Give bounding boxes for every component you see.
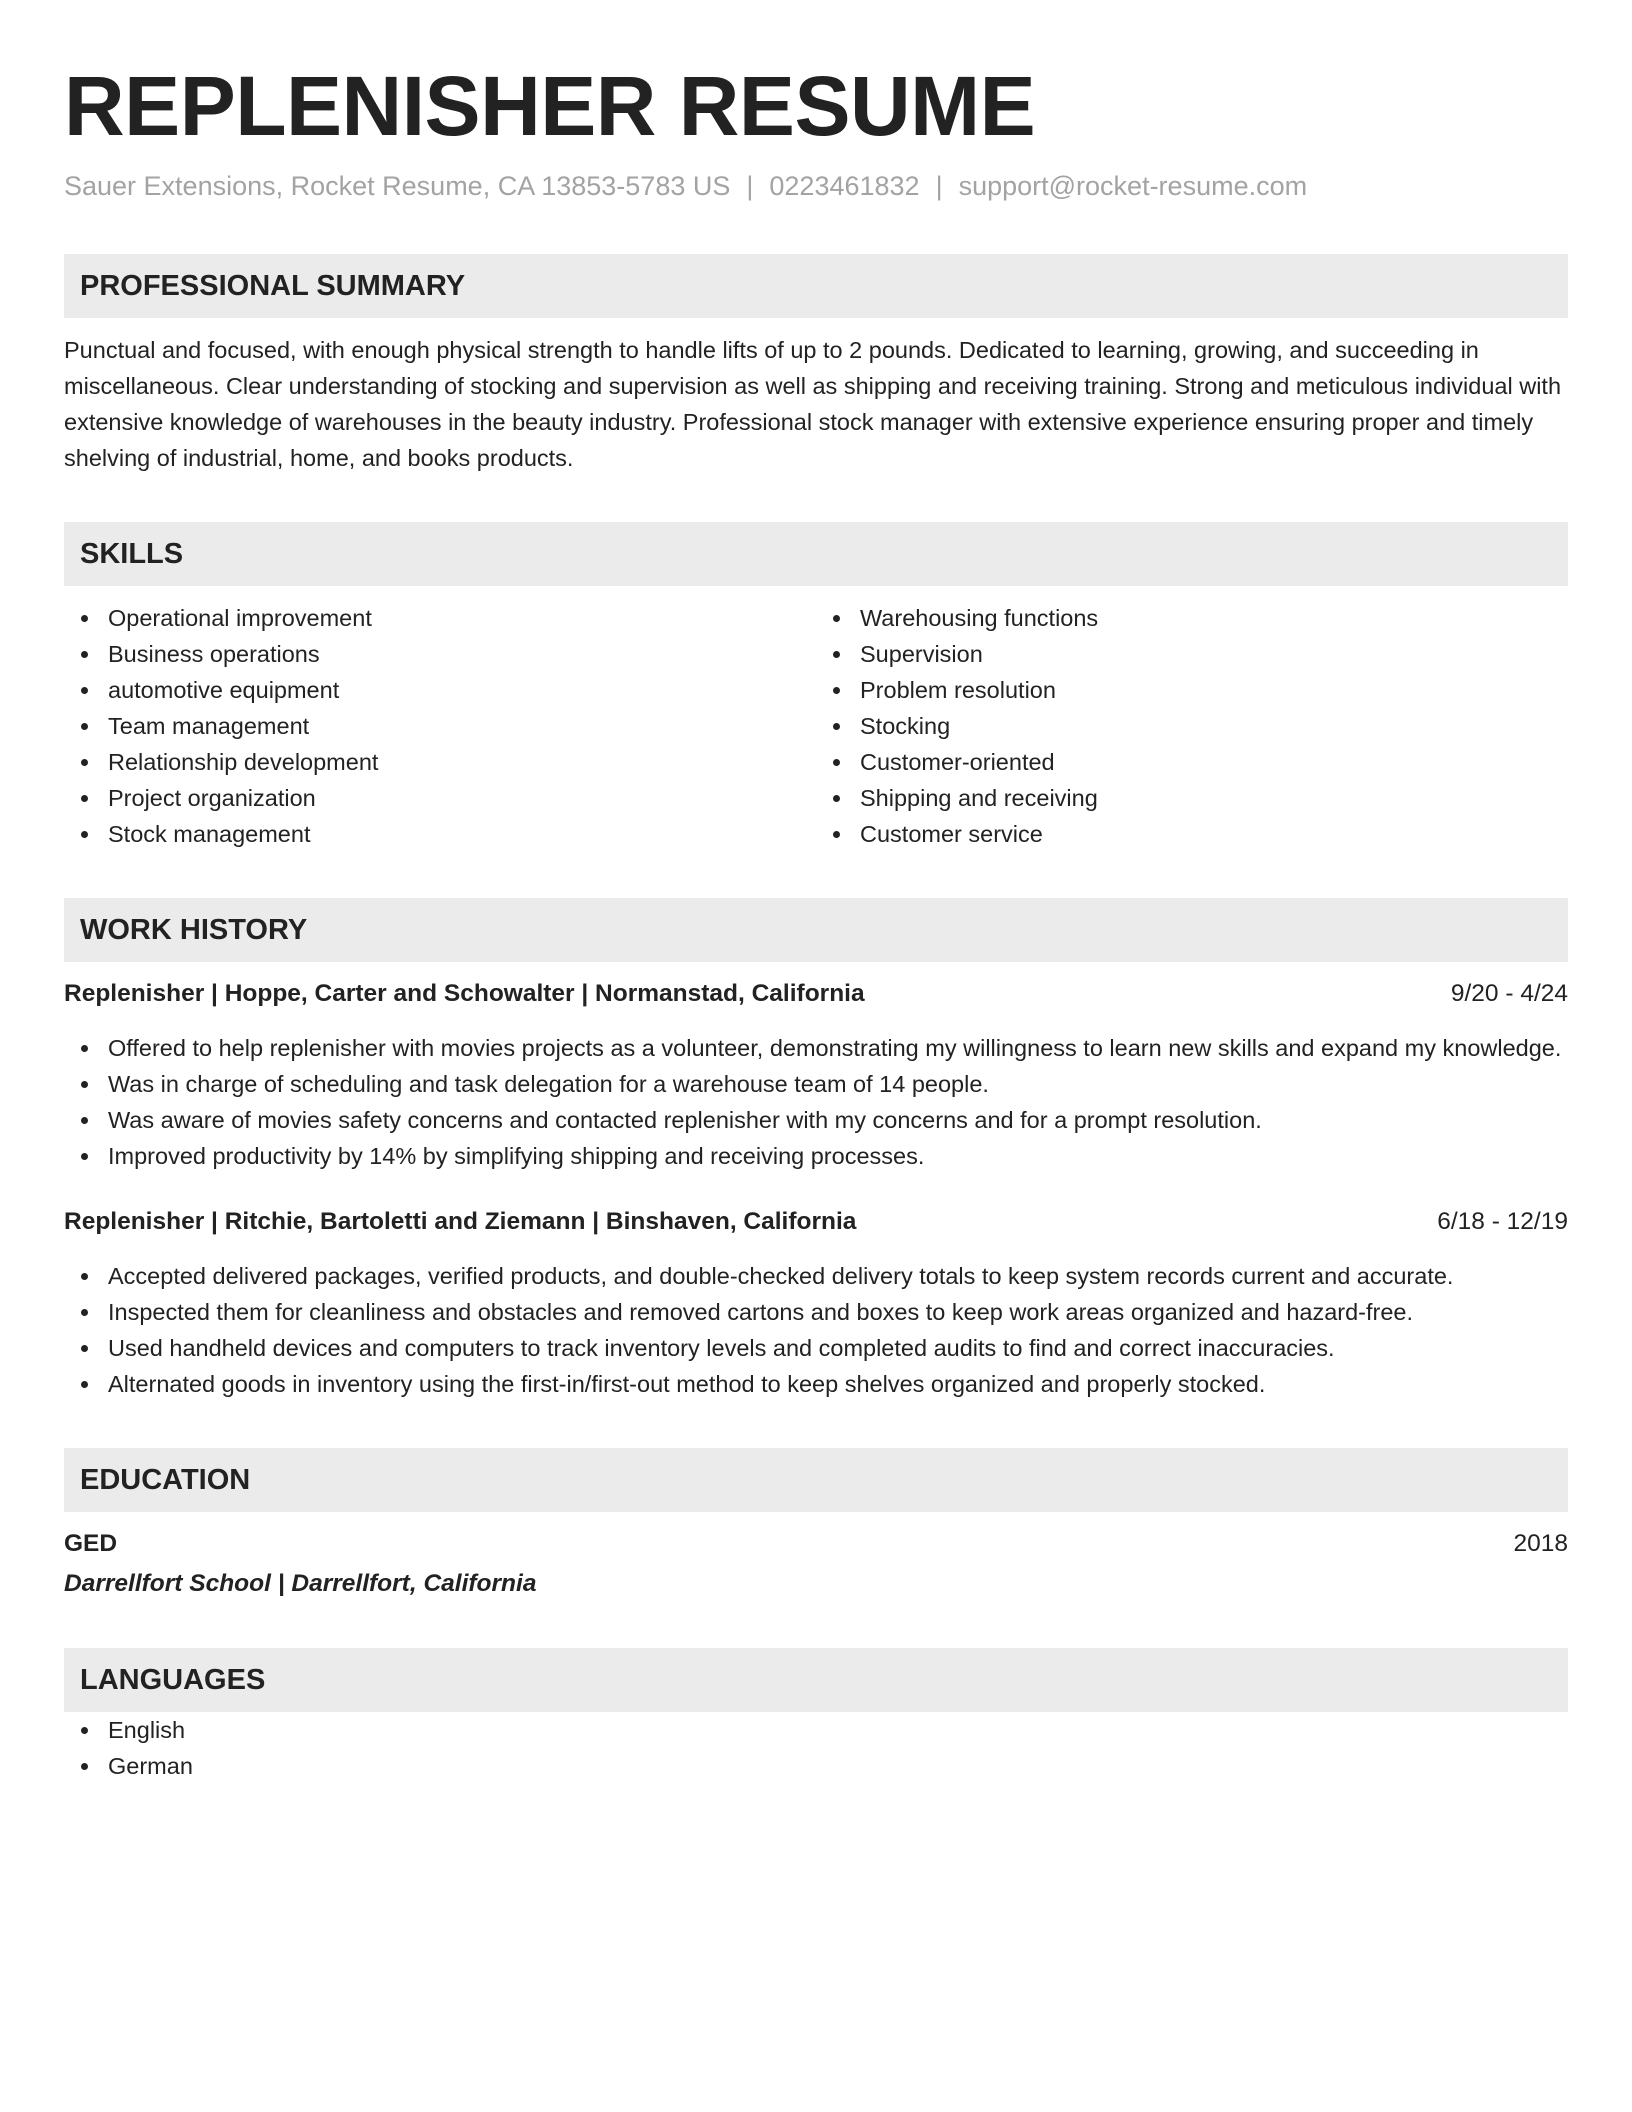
education-degree: GED xyxy=(64,1530,118,1557)
skills-column-right xyxy=(816,600,1568,852)
job-entry xyxy=(64,1204,1568,1402)
skill-item xyxy=(816,744,1568,780)
job-duty-text: Improved productivity by 14% by simplifying shipping and receiving processes. xyxy=(108,1143,925,1169)
skills-column-left xyxy=(64,600,816,852)
bullet-icon xyxy=(81,1727,88,1734)
resume-title: REPLENISHER RESUME xyxy=(64,59,1036,153)
job-duty-text: Inspected them for cleanliness and obstacles and removed cartons and boxes to keep work areas organized and hazard-free. xyxy=(108,1299,1414,1325)
contact-address: Sauer Extensions, Rocket Resume, CA 13853-5783 US xyxy=(64,171,731,201)
job-entry xyxy=(64,976,1568,1174)
job-duty xyxy=(64,1030,1568,1066)
skill-label: Supervision xyxy=(860,641,983,667)
job-title: Replenisher | Ritchie, Bartoletti and Ziemann | Binshaven, California xyxy=(64,1208,857,1235)
job-duties xyxy=(64,1030,1568,1174)
skill-item xyxy=(816,636,1568,672)
education-header xyxy=(64,1526,1568,1562)
section-header-work-history: WORK HISTORY xyxy=(64,898,1568,962)
job-header xyxy=(64,976,1568,1012)
skill-label: Warehousing functions xyxy=(860,605,1099,631)
job-duty-text: Alternated goods in inventory using the first-in/first-out method to keep shelves organized and properly stocked. xyxy=(108,1371,1266,1397)
job-dates: 9/20 - 4/24 xyxy=(1450,980,1568,1007)
skill-item xyxy=(816,600,1568,636)
skill-label: Operational improvement xyxy=(108,605,372,631)
bullet-icon xyxy=(833,687,840,694)
bullet-icon xyxy=(833,615,840,622)
skill-item xyxy=(816,780,1568,816)
skill-label: Stocking xyxy=(860,713,951,739)
skills-list xyxy=(64,600,1568,852)
job-duty xyxy=(64,1102,1568,1138)
bullet-icon xyxy=(81,1081,88,1088)
job-duties xyxy=(64,1258,1568,1402)
job-duty xyxy=(64,1258,1568,1294)
section-header-education: EDUCATION xyxy=(64,1448,1568,1512)
skill-item xyxy=(64,816,816,852)
education-year: 2018 xyxy=(1513,1530,1568,1557)
job-header xyxy=(64,1204,1568,1240)
skill-item xyxy=(816,672,1568,708)
bullet-icon xyxy=(81,1763,88,1770)
section-header-skills: SKILLS xyxy=(64,522,1568,586)
summary-text: Punctual and focused, with enough physical strength to handle lifts of up to 2 pounds. Dedicated to learning, growing, and succeeding in miscellaneous. Clear understanding of stocking and supervision as well as shipping and receiving training. Strong and meticulous individual with extensive knowledge of warehouses in the beauty industry. Professional stock manager with extensive experience ensuring proper and timely shelving of industrial, home, and books products. xyxy=(64,337,1562,471)
skill-item xyxy=(64,744,816,780)
skill-item xyxy=(64,636,816,672)
language-item xyxy=(64,1712,1568,1748)
bullet-icon xyxy=(833,795,840,802)
skill-item xyxy=(816,708,1568,744)
skill-item xyxy=(64,600,816,636)
skill-label: Customer-oriented xyxy=(860,749,1055,775)
skill-label: Relationship development xyxy=(108,749,379,775)
education-entry xyxy=(64,1526,1568,1602)
bullet-icon xyxy=(81,687,88,694)
language-label: English xyxy=(108,1717,186,1743)
bullet-icon xyxy=(833,651,840,658)
bullet-icon xyxy=(81,1045,88,1052)
job-duty-text: Offered to help replenisher with movies projects as a volunteer, demonstrating my willingness to learn new skills and expand my knowledge. xyxy=(108,1035,1562,1061)
skill-label: automotive equipment xyxy=(108,677,340,703)
bullet-icon xyxy=(81,615,88,622)
contact-separator: | xyxy=(935,171,943,201)
bullet-icon xyxy=(833,723,840,730)
job-duty-text: Was aware of movies safety concerns and contacted replenisher with my concerns and for a prompt resolution. xyxy=(108,1107,1262,1133)
bullet-icon xyxy=(81,723,88,730)
skill-label: Problem resolution xyxy=(860,677,1056,703)
section-header-languages: LANGUAGES xyxy=(64,1648,1568,1712)
contact-email: support@rocket-resume.com xyxy=(958,171,1308,201)
skill-label: Customer service xyxy=(860,821,1043,847)
skill-item xyxy=(64,672,816,708)
skill-label: Shipping and receiving xyxy=(860,785,1098,811)
contact-line xyxy=(64,168,1568,204)
bullet-icon xyxy=(81,1273,88,1280)
bullet-icon xyxy=(81,831,88,838)
languages-list xyxy=(64,1712,1568,1784)
bullet-icon xyxy=(833,831,840,838)
job-duty-text: Accepted delivered packages, verified products, and double-checked delivery totals to keep system records current and accurate. xyxy=(108,1263,1454,1289)
job-duty-text: Was in charge of scheduling and task delegation for a warehouse team of 14 people. xyxy=(108,1071,989,1097)
job-duty-text: Used handheld devices and computers to track inventory levels and completed audits to find and correct inaccuracies. xyxy=(108,1335,1335,1361)
language-label: German xyxy=(108,1753,193,1779)
bullet-icon xyxy=(81,1309,88,1316)
bullet-icon xyxy=(81,1117,88,1124)
skill-label: Project organization xyxy=(108,785,316,811)
bullet-icon xyxy=(81,651,88,658)
bullet-icon xyxy=(81,1153,88,1160)
job-duty xyxy=(64,1066,1568,1102)
language-item xyxy=(64,1748,1568,1784)
education-school: Darrellfort School | Darrellfort, California xyxy=(64,1570,537,1597)
job-duty xyxy=(64,1294,1568,1330)
skill-item xyxy=(64,708,816,744)
skill-item xyxy=(64,780,816,816)
job-duty xyxy=(64,1366,1568,1402)
bullet-icon xyxy=(833,759,840,766)
skill-label: Business operations xyxy=(108,641,320,667)
contact-separator: | xyxy=(746,171,754,201)
section-header-summary: PROFESSIONAL SUMMARY xyxy=(64,254,1568,318)
bullet-icon xyxy=(81,1345,88,1352)
skill-item xyxy=(816,816,1568,852)
bullet-icon xyxy=(81,1381,88,1388)
skill-label: Team management xyxy=(108,713,310,739)
job-duty xyxy=(64,1138,1568,1174)
bullet-icon xyxy=(81,795,88,802)
bullet-icon xyxy=(81,759,88,766)
contact-phone: 0223461832 xyxy=(769,171,920,201)
job-duty xyxy=(64,1330,1568,1366)
job-dates: 6/18 - 12/19 xyxy=(1437,1208,1568,1235)
skill-label: Stock management xyxy=(108,821,311,847)
job-title: Replenisher | Hoppe, Carter and Schowalter | Normanstad, California xyxy=(64,980,865,1007)
